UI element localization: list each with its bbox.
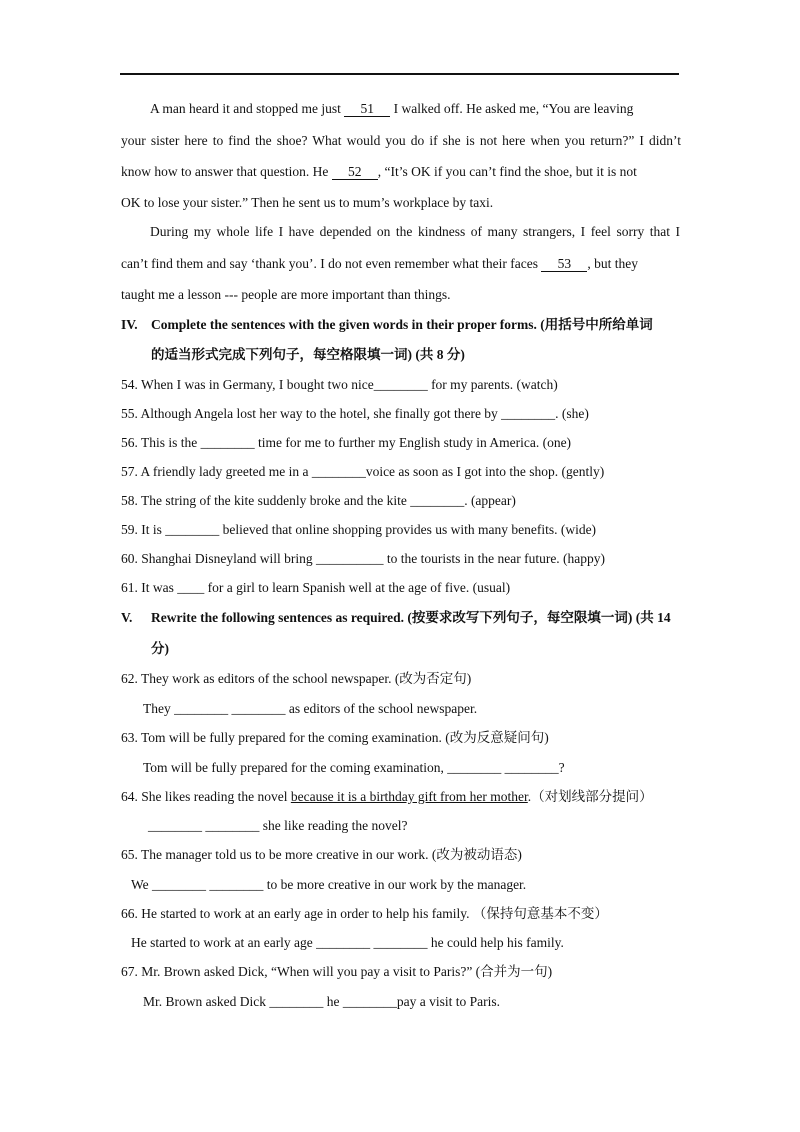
answer-line-62: They ________ ________ as editors of the school newspaper. xyxy=(143,701,478,716)
passage-text: know how to answer that question. He xyxy=(121,164,329,179)
question-66: 66. He started to work at an early age in order to help his family. （保持句意基本不变） xyxy=(121,906,608,921)
question-65: 65. The manager told us to be more creative in our work. (改为被动语态) xyxy=(121,847,522,862)
answer-line-67: Mr. Brown asked Dick ________ he ________pay a visit to Paris. xyxy=(143,994,500,1009)
passage-line xyxy=(150,101,680,117)
section-title: Complete the sentences with the given words in their proper forms. (用括号中所给单词 xyxy=(151,317,653,332)
header-rule xyxy=(120,73,679,75)
section-title: Rewrite the following sentences as required. (按要求改写下列句子，每空限填一词) (共 14 xyxy=(151,610,671,625)
question-54: 54. When I was in Germany, I bought two nice________ for my parents. (watch) xyxy=(121,377,558,392)
passage-text: I walked off. He asked me, “You are leaving xyxy=(393,101,634,116)
section-v-heading-cont: 分) xyxy=(151,641,169,656)
question-67: 67. Mr. Brown asked Dick, “When will you pay a visit to Paris?” (合并为一句) xyxy=(121,964,553,979)
question-56: 56. This is the ________ time for me to further my English study in America. (one) xyxy=(121,435,572,450)
question-55: 55. Although Angela lost her way to the hotel, she finally got there by ________. (she) xyxy=(121,406,589,421)
passage-line xyxy=(121,164,681,180)
answer-line-66: He started to work at an early age ________ ________ he could help his family. xyxy=(131,935,564,950)
answer-line-63: Tom will be fully prepared for the coming examination, ________ ________? xyxy=(143,760,565,775)
question-60: 60. Shanghai Disneyland will bring __________ to the tourists in the near future. (happy) xyxy=(121,551,606,566)
question-57: 57. A friendly lady greeted me in a ________voice as soon as I got into the shop. (gently) xyxy=(121,464,605,479)
answer-line-65: We ________ ________ to be more creative in our work by the manager. xyxy=(131,877,527,892)
passage-line: taught me a lesson --- people are more important than things. xyxy=(121,287,451,302)
underlined-phrase: because it is a birthday gift from her mother xyxy=(290,789,528,804)
question-63: 63. Tom will be fully prepared for the coming examination. (改为反意疑问句) xyxy=(121,730,549,745)
question-59: 59. It is ________ believed that online shopping provides us with many benefits. (wide) xyxy=(121,522,597,537)
passage-text: , “It’s OK if you can’t find the shoe, but it is not xyxy=(377,164,637,179)
passage-line: During my whole life I have depended on the kindness of many strangers, I feel sorry that I xyxy=(150,224,680,239)
passage-line xyxy=(121,256,681,272)
passage-text: , but they xyxy=(587,256,638,271)
question-61: 61. It was ____ for a girl to learn Spanish well at the age of five. (usual) xyxy=(121,580,511,595)
numbered-blank-53: 53 xyxy=(541,257,587,272)
section-v-heading xyxy=(121,610,681,626)
question-instruction: .（对划线部分提问） xyxy=(527,789,653,804)
passage-text: A man heard it and stopped me just xyxy=(150,101,341,116)
numbered-blank-52: 52 xyxy=(332,165,378,180)
question-text: 64. She likes reading the novel xyxy=(121,789,291,804)
passage-line: OK to lose your sister.” Then he sent us to mum’s workplace by taxi. xyxy=(121,195,494,210)
passage-line: your sister here to find the shoe? What would you do if she is not here when you return?” I didn’t xyxy=(121,133,681,148)
section-number: IV. xyxy=(121,317,138,332)
question-58: 58. The string of the kite suddenly broke and the kite ________. (appear) xyxy=(121,493,516,508)
section-number: V. xyxy=(121,610,133,625)
section-iv-heading xyxy=(121,317,681,333)
numbered-blank-51: 51 xyxy=(344,102,390,117)
question-62: 62. They work as editors of the school newspaper. (改为否定句) xyxy=(121,671,472,686)
passage-text: can’t find them and say ‘thank you’. I do not even remember what their faces xyxy=(121,256,538,271)
question-64 xyxy=(121,789,681,805)
section-iv-heading-cont: 的适当形式完成下列句子，每空格限填一词) (共 8 分) xyxy=(151,347,465,362)
answer-line-64: ________ ________ she like reading the novel? xyxy=(148,818,408,833)
